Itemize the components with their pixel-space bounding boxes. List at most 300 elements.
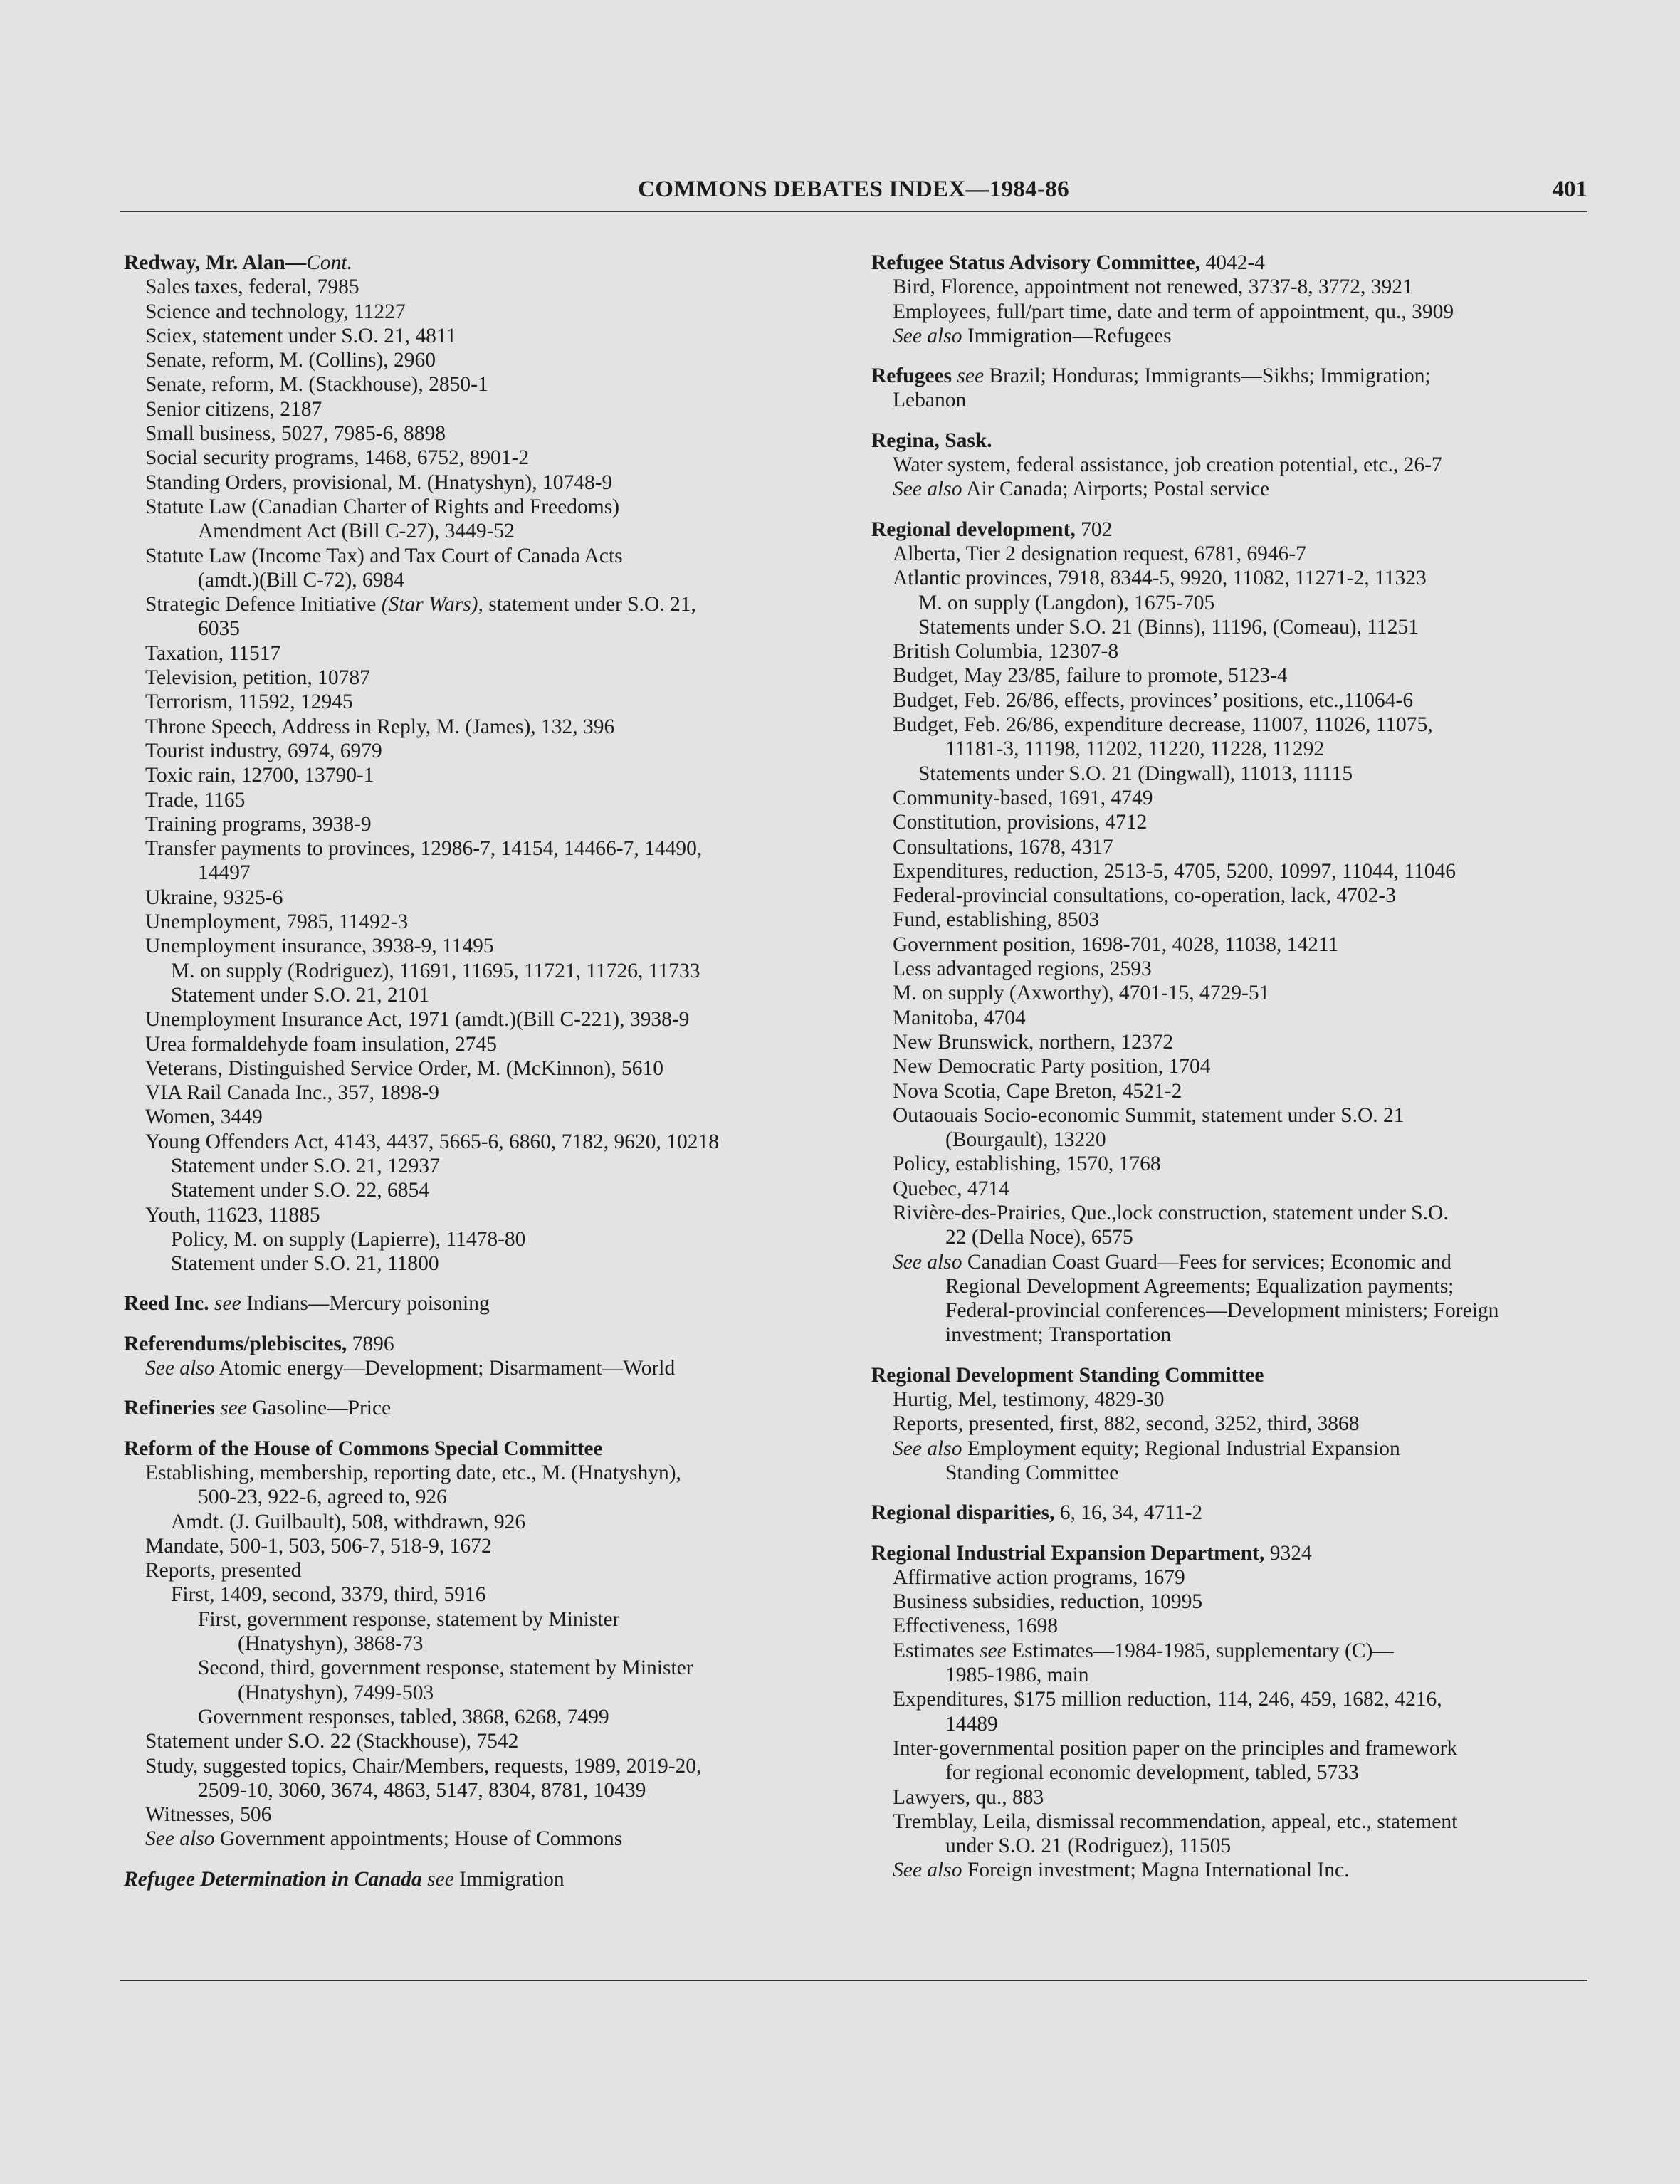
entry-line [871, 688, 1590, 713]
entry-line [871, 1201, 1590, 1225]
entry-line [124, 1607, 836, 1632]
header-rule [120, 211, 1587, 212]
entry-text: Taxation, 11517 [145, 641, 281, 665]
entry-text: Women, 3449 [145, 1106, 263, 1129]
entry-text: Atlantic provinces, 7918, 8344-5, 9920, 11082, 11271-2, 11323 [893, 567, 1427, 590]
entry-line [124, 372, 836, 397]
index-entry [871, 518, 1590, 1348]
entry-text: Terrorism, 11592, 12945 [145, 691, 353, 714]
entry-line [871, 453, 1590, 477]
entry-line [124, 886, 836, 910]
entry-line [124, 1251, 836, 1276]
entry-text: 22 (Della Noce), 6575 [945, 1226, 1133, 1249]
entry-text: Regional Development Standing Committee [871, 1363, 1264, 1387]
entry-line [124, 1754, 836, 1778]
entry-text: Cont. [306, 251, 352, 274]
entry-line [871, 663, 1590, 688]
entry-line [871, 737, 1590, 761]
entry-line [871, 810, 1590, 834]
entry-text: Expenditures, reduction, 2513-5, 4705, 5200, 10997, 11044, 11046 [893, 859, 1456, 883]
entry-line [871, 1225, 1590, 1249]
page-header [120, 177, 1587, 211]
entry-text: Ukraine, 9325-6 [145, 886, 283, 909]
entry-text: Senate, reform, M. (Stackhouse), 2850-1 [145, 373, 488, 397]
entry-line [871, 1785, 1590, 1810]
entry-line [871, 566, 1590, 590]
entry-line [871, 786, 1590, 810]
entry-line [124, 324, 836, 348]
entry-line [871, 1274, 1590, 1298]
entry-text [209, 1292, 214, 1315]
entry-line [124, 568, 836, 592]
entry-line [124, 788, 836, 812]
entry-text: Government responses, tabled, 3868, 6268, 7499 [198, 1705, 609, 1728]
entry-line [871, 1177, 1590, 1201]
entry-line [871, 1387, 1590, 1412]
entry-line [124, 641, 836, 666]
entry-heading [124, 1867, 836, 1891]
entry-text: Young Offenders Act, 4143, 4437, 5665-6, 6860, 7182, 9620, 10218 [145, 1130, 720, 1153]
entry-line [124, 616, 836, 641]
entry-text: Trade, 1165 [145, 788, 246, 812]
entry-line [871, 1103, 1590, 1128]
entry-text: Less advantaged regions, 2593 [893, 957, 1152, 981]
index-entry [124, 1396, 836, 1420]
entry-text: VIA Rail Canada Inc., 357, 1898-9 [145, 1081, 439, 1105]
entry-line [124, 446, 836, 470]
entry-line [124, 1802, 836, 1827]
entry-text: Consultations, 1678, 4317 [893, 835, 1113, 859]
entry-line [124, 1081, 836, 1105]
entry-text: Veterans, Distinguished Service Order, M. (McKinnon), 5610 [145, 1056, 663, 1080]
entry-line [124, 1729, 836, 1753]
entry-line [124, 519, 836, 543]
index-entry [124, 1437, 836, 1852]
entry-text: Standing Orders, provisional, M. (Hnatyshyn), 10748-9 [145, 471, 613, 494]
entry-text: Budget, May 23/85, failure to promote, 5123-4 [893, 664, 1288, 688]
entry-text: Statement under S.O. 22, 6854 [171, 1179, 429, 1202]
entry-line [871, 1437, 1590, 1461]
index-entry [124, 251, 836, 1276]
entry-text: See also [893, 478, 962, 501]
entry-text: Atomic energy—Development; Disarmament—World [214, 1357, 676, 1380]
entry-text: Government position, 1698-701, 4028, 11038, 14211 [893, 933, 1339, 956]
entry-text: Senior citizens, 2187 [145, 397, 322, 421]
entry-text: Throne Speech, Address in Reply, M. (James), 132, 396 [145, 715, 615, 738]
entry-text: Gasoline—Price [246, 1397, 392, 1420]
entry-text: see [427, 1867, 454, 1891]
entry-text: M. on supply (Rodriguez), 11691, 11695, 11721, 11726, 11733 [171, 959, 700, 982]
entry-text: see [220, 1397, 247, 1420]
entry-line [124, 1178, 836, 1202]
entry-text: Nova Scotia, Cape Breton, 4521-2 [893, 1079, 1182, 1103]
entry-text: Mandate, 500-1, 503, 506-7, 518-9, 1672 [145, 1534, 492, 1558]
entry-text: Lawyers, qu., 883 [893, 1785, 1044, 1809]
entry-text: First, government response, statement by Minister [198, 1607, 620, 1631]
entry-heading [871, 1501, 1590, 1525]
entry-text: Refugee Determination in Canada [124, 1867, 422, 1891]
entry-line [871, 713, 1590, 737]
index-entry [871, 1363, 1590, 1485]
entry-text: Brazil; Honduras; Immigrants—Sikhs; Immigration; [984, 364, 1431, 388]
entry-line [124, 1705, 836, 1729]
entry-text: 500-23, 922-6, agreed to, 926 [198, 1486, 447, 1509]
entry-text: (Hnatyshyn), 3868-73 [238, 1632, 424, 1656]
entry-line [871, 542, 1590, 566]
entry-text: 6, 16, 34, 4711-2 [1054, 1501, 1203, 1525]
entry-line [124, 1558, 836, 1582]
index-entry [871, 1501, 1590, 1525]
index-entry [124, 1867, 836, 1891]
entry-line [124, 1582, 836, 1607]
entry-text: See also [893, 324, 962, 347]
entry-heading [871, 518, 1590, 542]
entry-line [124, 348, 836, 372]
entry-line [871, 300, 1590, 324]
entry-line [124, 1534, 836, 1558]
entry-text: Immigration—Refugees [962, 324, 1172, 347]
index-entry [871, 1541, 1590, 1883]
index-entry [124, 1332, 836, 1381]
entry-line [124, 715, 836, 739]
entry-text: 702 [1075, 518, 1113, 541]
entry-text: Bird, Florence, appointment not renewed, 3737-8, 3772, 3921 [893, 275, 1413, 299]
entry-text: Regina, Sask. [871, 429, 992, 452]
entry-text: Statement under S.O. 22 (Stackhouse), 7542 [145, 1730, 519, 1753]
entry-line [871, 1736, 1590, 1760]
entry-text: M. on supply (Langdon), 1675-705 [918, 591, 1215, 614]
entry-line [871, 1006, 1590, 1030]
entry-text: See also [145, 1357, 215, 1380]
entry-text: Standing Committee [945, 1461, 1119, 1484]
entry-text: (Star Wars), [381, 593, 483, 616]
entry-text: 14489 [945, 1712, 998, 1736]
entry-line [124, 592, 836, 616]
page-title: COMMONS DEBATES INDEX—1984-86 [638, 177, 1069, 202]
entry-text: Sciex, statement under S.O. 21, 4811 [145, 324, 457, 347]
entry-text: Regional Development Agreements; Equalization payments; [945, 1274, 1454, 1298]
entry-line [124, 1778, 836, 1802]
entry-text: First, 1409, second, 3379, third, 5916 [171, 1583, 486, 1607]
entry-line [124, 934, 836, 958]
entry-line [871, 908, 1590, 932]
entry-line [871, 883, 1590, 908]
entry-text: (amdt.)(Bill C-72), 6984 [198, 568, 405, 592]
entry-text: Effectiveness, 1698 [893, 1615, 1059, 1638]
entry-line [871, 1323, 1590, 1347]
entry-line [124, 1681, 836, 1705]
entry-text: see [980, 1639, 1007, 1662]
entry-line [124, 910, 836, 934]
entry-line [124, 421, 836, 446]
entry-text: Indians—Mercury poisoning [241, 1292, 490, 1316]
entry-text: Water system, federal assistance, job creation potential, etc., 26-7 [893, 453, 1442, 477]
footer-rule [120, 1980, 1587, 1981]
entry-text: see [957, 364, 985, 388]
entry-line [124, 1827, 836, 1851]
entry-text: See also [893, 1859, 962, 1882]
entry-text: Budget, Feb. 26/86, effects, provinces’ positions, etc.,11064-6 [893, 688, 1414, 712]
entry-line [871, 981, 1590, 1005]
index-entry [124, 1291, 836, 1316]
entry-line [124, 1032, 836, 1056]
entry-heading [871, 1363, 1590, 1387]
entry-line [124, 763, 836, 787]
entry-text: Reed Inc. [124, 1292, 209, 1316]
entry-heading [871, 429, 1590, 453]
entry-text: Science and technology, 11227 [145, 300, 406, 323]
entry-text: Statute Law (Income Tax) and Tax Court of Canada Acts [145, 544, 623, 567]
entry-line [871, 1590, 1590, 1614]
entry-heading [871, 364, 1590, 388]
page-number: 401 [1552, 177, 1587, 202]
entry-text: Business subsidies, reduction, 10995 [893, 1590, 1203, 1614]
entry-line [124, 861, 836, 885]
entry-line [871, 1614, 1590, 1638]
index-entry [871, 429, 1590, 502]
entry-text: Tourist industry, 6974, 6979 [145, 739, 382, 762]
entry-line [124, 1203, 836, 1227]
entry-text: under S.O. 21 (Rodriguez), 11505 [945, 1834, 1232, 1858]
entry-text: New Brunswick, northern, 12372 [893, 1030, 1174, 1054]
entry-line [124, 666, 836, 690]
entry-line [124, 1632, 836, 1656]
entry-line [871, 835, 1590, 859]
entry-line [124, 1227, 836, 1251]
entry-text: Statements under S.O. 21 (Binns), 11196, (Comeau), 11251 [918, 615, 1419, 639]
entry-text: Unemployment, 7985, 11492-3 [145, 910, 409, 934]
entry-line [871, 933, 1590, 957]
entry-text: Second, third, government response, statement by Minister [198, 1657, 693, 1680]
entry-text: Employment equity; Regional Industrial Expansion [962, 1437, 1400, 1460]
entry-line [871, 1663, 1590, 1687]
entry-text: Inter-governmental position paper on the principles and framework [893, 1736, 1458, 1760]
entry-text: Establishing, membership, reporting date, etc., M. (Hnatyshyn), [145, 1461, 681, 1484]
entry-text: Amendment Act (Bill C-27), 3449-52 [198, 520, 515, 543]
entry-text: 11181-3, 11198, 11202, 11220, 11228, 11292 [945, 737, 1325, 761]
entry-line [124, 1485, 836, 1509]
entry-text: Transfer payments to provinces, 12986-7, 14154, 14466-7, 14490, [145, 837, 703, 861]
entry-heading [124, 1396, 836, 1420]
entry-text: Regional disparities, [871, 1501, 1055, 1525]
entry-text: 4042-4 [1200, 251, 1266, 274]
entry-line [124, 397, 836, 421]
entry-line [124, 275, 836, 299]
entry-line [871, 1712, 1590, 1736]
entry-line [871, 1834, 1590, 1858]
entry-text: statement under S.O. 21, [483, 593, 696, 616]
entry-text: Rivière-des-Prairies, Que.,lock construction, statement under S.O. [893, 1201, 1449, 1224]
entry-line [871, 1152, 1590, 1176]
entry-line [871, 477, 1590, 501]
entry-text: Quebec, 4714 [893, 1177, 1009, 1200]
entry-text: Reports, presented, first, 882, second, 3252, third, 3868 [893, 1412, 1360, 1436]
entry-line [871, 1858, 1590, 1882]
entry-text: Statement under S.O. 21, 11800 [171, 1252, 439, 1276]
entry-text: Hurtig, Mel, testimony, 4829-30 [893, 1388, 1165, 1412]
entry-heading [124, 1332, 836, 1356]
entry-text: Senate, reform, M. (Collins), 2960 [145, 349, 436, 372]
left-column [124, 251, 836, 1907]
entry-line [124, 959, 836, 983]
entry-text: Federal-provincial conferences—Development ministers; Foreign [945, 1299, 1499, 1323]
entry-line [871, 1298, 1590, 1323]
entry-line [871, 957, 1590, 981]
entry-heading [124, 251, 836, 275]
entry-line [871, 275, 1590, 299]
entry-text: Unemployment insurance, 3938-9, 11495 [145, 935, 494, 958]
entry-line [124, 300, 836, 324]
entry-text: Reform of the House of Commons Special Committee [124, 1437, 603, 1460]
entry-line [124, 983, 836, 1007]
entry-text: Lebanon [893, 389, 967, 412]
entry-text: New Democratic Party position, 1704 [893, 1055, 1211, 1078]
entry-text: Training programs, 3938-9 [145, 812, 372, 836]
entry-text: Social security programs, 1468, 6752, 8901-2 [145, 446, 530, 470]
entry-text: Constitution, provisions, 4712 [893, 811, 1148, 834]
entry-line [124, 471, 836, 495]
entry-text: Estimates [893, 1639, 980, 1662]
entry-text: Manitoba, 4704 [893, 1006, 1026, 1029]
entry-text: see [214, 1292, 241, 1316]
entry-text: Strategic Defence Initiative [145, 593, 382, 616]
entry-line [871, 615, 1590, 639]
entry-line [124, 1007, 836, 1031]
entry-text: Study, suggested topics, Chair/Members, requests, 1989, 2019-20, [145, 1754, 702, 1778]
entry-line [871, 1760, 1590, 1785]
entry-text: Alberta, Tier 2 designation request, 6781, 6946-7 [893, 542, 1306, 565]
entry-text: (Hnatyshyn), 7499-503 [238, 1681, 434, 1704]
entry-text: Regional development, [871, 518, 1076, 541]
entry-text: Affirmative action programs, 1679 [893, 1565, 1185, 1589]
entry-text: Immigration [453, 1867, 565, 1891]
entry-text: Statement under S.O. 21, 12937 [171, 1154, 440, 1177]
entry-text: Estimates—1984-1985, supplementary (C)— [1006, 1639, 1394, 1662]
entry-line [124, 1510, 836, 1534]
entry-text: Refugee Status Advisory Committee, [871, 251, 1201, 274]
entry-line [124, 690, 836, 714]
entry-text: 9324 [1264, 1541, 1312, 1565]
entry-text: Urea formaldehyde foam insulation, 2745 [145, 1032, 497, 1056]
entry-line [871, 1412, 1590, 1436]
entry-line [124, 739, 836, 763]
entry-line [124, 1656, 836, 1680]
entry-line [124, 1461, 836, 1485]
entry-text: See also [893, 1437, 962, 1460]
entry-text: Unemployment Insurance Act, 1971 (amdt.)(Bill C-221), 3938-9 [145, 1008, 690, 1031]
entry-text: Statements under S.O. 21 (Dingwall), 11013, 11115 [918, 762, 1353, 785]
entry-line [871, 1565, 1590, 1590]
entry-line [124, 1356, 836, 1380]
entry-line [871, 1810, 1590, 1834]
entry-line [871, 1030, 1590, 1054]
entry-text: 7896 [347, 1332, 394, 1355]
entry-text: Small business, 5027, 7985-6, 8898 [145, 422, 446, 446]
entry-line [124, 1056, 836, 1081]
entry-text: Budget, Feb. 26/86, expenditure decrease, 11007, 11026, 11075, [893, 713, 1433, 737]
entry-heading [124, 1291, 836, 1316]
entry-text: Employees, full/part time, date and term of appointment, qu., 3909 [893, 300, 1454, 323]
entry-line [871, 1461, 1590, 1485]
entry-line [871, 1687, 1590, 1711]
entry-heading [124, 1437, 836, 1461]
entry-text: Regional Industrial Expansion Department, [871, 1541, 1265, 1565]
entry-text: Refugees [871, 364, 952, 388]
entry-line [124, 495, 836, 519]
entry-line [871, 388, 1590, 412]
entry-text: Reports, presented [145, 1559, 302, 1582]
entry-text: 2509-10, 3060, 3674, 4863, 5147, 8304, 8781, 10439 [198, 1778, 646, 1802]
entry-line [124, 812, 836, 836]
entry-text: Policy, M. on supply (Lapierre), 11478-80 [171, 1227, 526, 1251]
entry-text: Foreign investment; Magna International Inc. [962, 1859, 1350, 1882]
index-entry [871, 251, 1590, 348]
entry-text: Fund, establishing, 8503 [893, 908, 1100, 932]
entry-text: Refineries [124, 1397, 215, 1420]
entry-line [871, 762, 1590, 786]
index-entry [871, 364, 1590, 413]
entry-text: Policy, establishing, 1570, 1768 [893, 1153, 1161, 1176]
entry-text: Canadian Coast Guard—Fees for services; Economic and [962, 1250, 1451, 1274]
entry-text: (Bourgault), 13220 [945, 1128, 1106, 1152]
entry-line [124, 544, 836, 568]
entry-heading [871, 1541, 1590, 1565]
entry-text: Redway, Mr. Alan— [124, 251, 307, 274]
entry-text: Television, petition, 10787 [145, 666, 370, 690]
entry-text: 14497 [198, 861, 251, 885]
entry-text: Government appointments; House of Commons [214, 1827, 623, 1851]
entry-heading [871, 251, 1590, 275]
entry-line [871, 1079, 1590, 1103]
entry-line [871, 324, 1590, 348]
right-column [871, 251, 1590, 1899]
entry-text: Air Canada; Airports; Postal service [962, 478, 1270, 501]
entry-line [871, 591, 1590, 615]
entry-line [124, 836, 836, 861]
entry-text: Sales taxes, federal, 7985 [145, 275, 359, 299]
entry-text: Statute Law (Canadian Charter of Rights and Freedoms) [145, 495, 620, 518]
entry-text: Federal-provincial consultations, co-operation, lack, 4702-3 [893, 884, 1396, 908]
entry-text: for regional economic development, tabled, 5733 [945, 1761, 1359, 1785]
entry-text: M. on supply (Axworthy), 4701-15, 4729-51 [893, 982, 1270, 1005]
entry-text: Witnesses, 506 [145, 1803, 272, 1827]
entry-text: British Columbia, 12307-8 [893, 640, 1119, 663]
entry-text: 1985-1986, main [945, 1664, 1089, 1687]
entry-line [124, 1154, 836, 1178]
entry-text: investment; Transportation [945, 1323, 1172, 1347]
entry-text: Tremblay, Leila, dismissal recommendation, appeal, etc., statement [893, 1810, 1458, 1833]
entry-text: Toxic rain, 12700, 13790-1 [145, 764, 374, 787]
entry-text: See also [893, 1250, 962, 1274]
entry-text: 6035 [198, 617, 240, 641]
entry-text: Expenditures, $175 million reduction, 114, 246, 459, 1682, 4216, [893, 1688, 1442, 1711]
entry-line [871, 1128, 1590, 1152]
entry-text: Community-based, 1691, 4749 [893, 786, 1153, 809]
entry-text: Amdt. (J. Guilbault), 508, withdrawn, 926 [171, 1510, 526, 1533]
entry-text: Referendums/plebiscites, [124, 1332, 347, 1355]
entry-line [124, 1130, 836, 1154]
entry-text: See also [145, 1827, 215, 1851]
entry-line [871, 1639, 1590, 1663]
entry-line [871, 1250, 1590, 1274]
entry-line [124, 1105, 836, 1129]
entry-text: Outaouais Socio-economic Summit, statement under S.O. 21 [893, 1103, 1405, 1127]
entry-text: Youth, 11623, 11885 [145, 1203, 320, 1227]
entry-line [871, 639, 1590, 663]
entry-line [871, 1054, 1590, 1078]
entry-line [871, 859, 1590, 883]
entry-text: Statement under S.O. 21, 2101 [171, 983, 429, 1007]
